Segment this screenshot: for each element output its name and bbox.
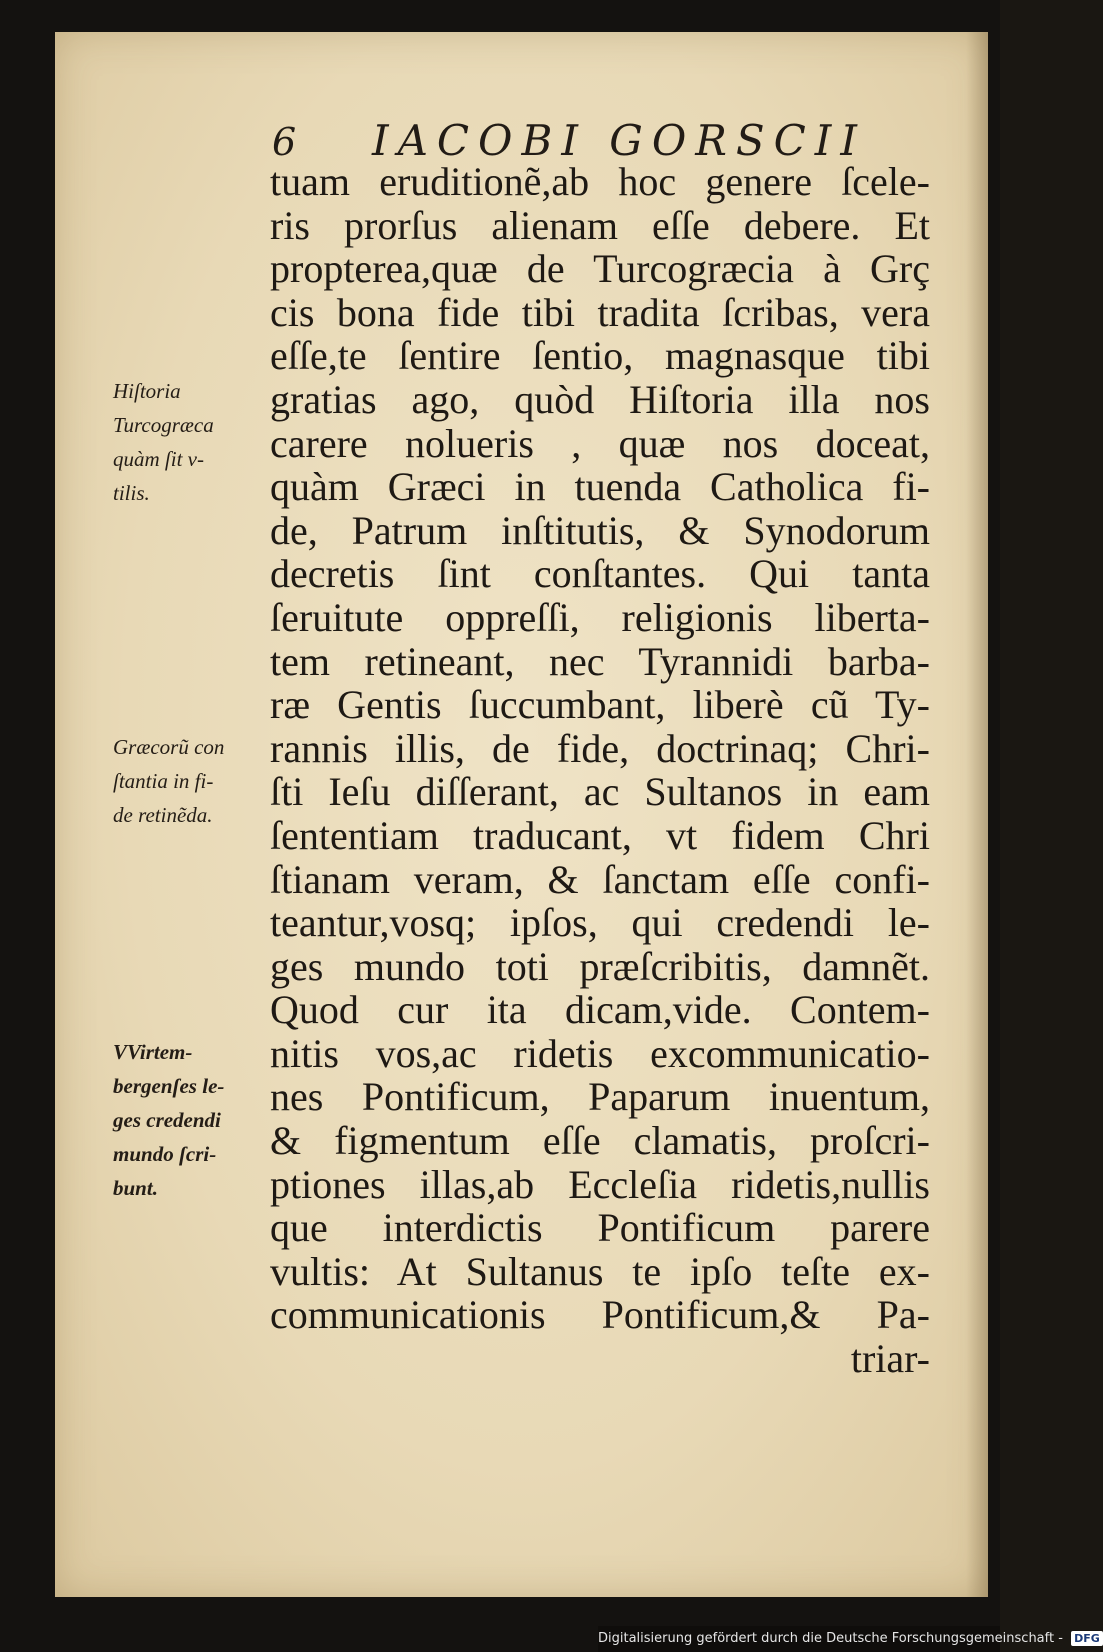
marginal-line: ges credendi	[113, 1108, 221, 1132]
marginal-note-historia	[113, 374, 263, 510]
text-line: ſententiam traducant, vt fidem Chri	[270, 812, 930, 858]
text-line: ges mundo toti præſcribitis, damnẽt.	[270, 943, 930, 989]
text-line: decretis ſint conſtantes. Qui tanta	[270, 551, 930, 597]
text-line: Quod cur ita dicam,vide. Contem-	[270, 987, 930, 1033]
text-line: nes Pontificum, Paparum inuentum,	[270, 1074, 930, 1120]
text-line: ptiones illas,ab Eccleſia ridetis,nullis	[270, 1161, 930, 1207]
text-line: tuam eruditionẽ,ab hoc genere ſcele-	[270, 159, 930, 204]
text-line: que interdictis Pontificum parere	[270, 1205, 930, 1251]
text-line: eſſe,te ſentire ſentio, magnasque tibi	[270, 333, 930, 379]
text-line: ræ Gentis ſuccumbant, liberè cũ Ty-	[270, 682, 930, 728]
marginal-line: Turcogræca	[113, 413, 214, 437]
text-line: ris prorſus alienam eſſe debere. Et	[270, 202, 930, 248]
marginal-line: mundo ſcri-	[113, 1142, 217, 1166]
text-line: ſtianam veram, & ſanctam eſſe confi-	[270, 856, 930, 902]
text-line: gratias ago, quòd Hiſtoria illa nos	[270, 376, 930, 422]
dfg-logo-icon: DFG	[1071, 1631, 1103, 1646]
text-line: vultis: At Sultanus te ipſo teſte ex-	[270, 1248, 930, 1294]
marginal-line: bunt.	[113, 1176, 158, 1200]
text-line: nitis vos,ac ridetis excommunicatio-	[270, 1030, 930, 1076]
text-line: propterea,quæ de Turcogræcia à Grç	[270, 246, 930, 292]
running-title: IACOBI GORSCII	[372, 116, 866, 165]
marginal-line: bergenſes le-	[113, 1074, 225, 1098]
text-line: cis bona fide tibi tradita ſcribas, vera	[270, 289, 930, 335]
text-line: tem retineant, nec Tyrannidi barba-	[270, 638, 930, 684]
text-line: ſeruitute oppreſſi, religionis liberta-	[270, 594, 930, 640]
text-line: carere nolueris , quæ nos doceat,	[270, 420, 930, 466]
marginal-line: de retinẽda.	[113, 803, 213, 827]
text-line: rannis illis, de fide, doctrinaq; Chri-	[270, 725, 930, 771]
marginal-line: quàm ſit v-	[113, 447, 204, 471]
marginal-note-wirtembergenses	[113, 1035, 263, 1205]
digitization-credit: Digitalisierung gefördert durch die Deutsche Forschungsgemeinschaft -	[598, 1631, 1063, 1646]
marginal-line: tilis.	[113, 481, 150, 505]
marginal-note-graecorum	[113, 730, 263, 832]
page-edge-shadow	[966, 32, 988, 1597]
page-number: 6	[272, 120, 297, 164]
body-text	[270, 160, 930, 1381]
digitization-credit-bar	[598, 1626, 1100, 1652]
text-line: quàm Græci in tuenda Catholica fi-	[270, 464, 930, 510]
marginal-line: ſtantia in fi-	[113, 769, 214, 793]
catchword: triar-	[850, 1336, 930, 1382]
marginal-line: VVirtem-	[113, 1040, 193, 1064]
text-line: ſti Ieſu diſſerant, ac Sultanos in eam	[270, 769, 930, 815]
text-line: teantur,vosq; ipſos, qui credendi le-	[270, 900, 930, 946]
marginal-line: Græcorũ con	[113, 735, 225, 759]
text-line: de, Patrum inſtitutis, & Synodorum	[270, 507, 930, 553]
text-line: & figmentum eſſe clamatis, proſcri-	[270, 1118, 930, 1164]
marginal-line: Hiſtoria	[113, 379, 181, 403]
text-line: communicationis Pontificum,& Pa-	[270, 1292, 930, 1338]
